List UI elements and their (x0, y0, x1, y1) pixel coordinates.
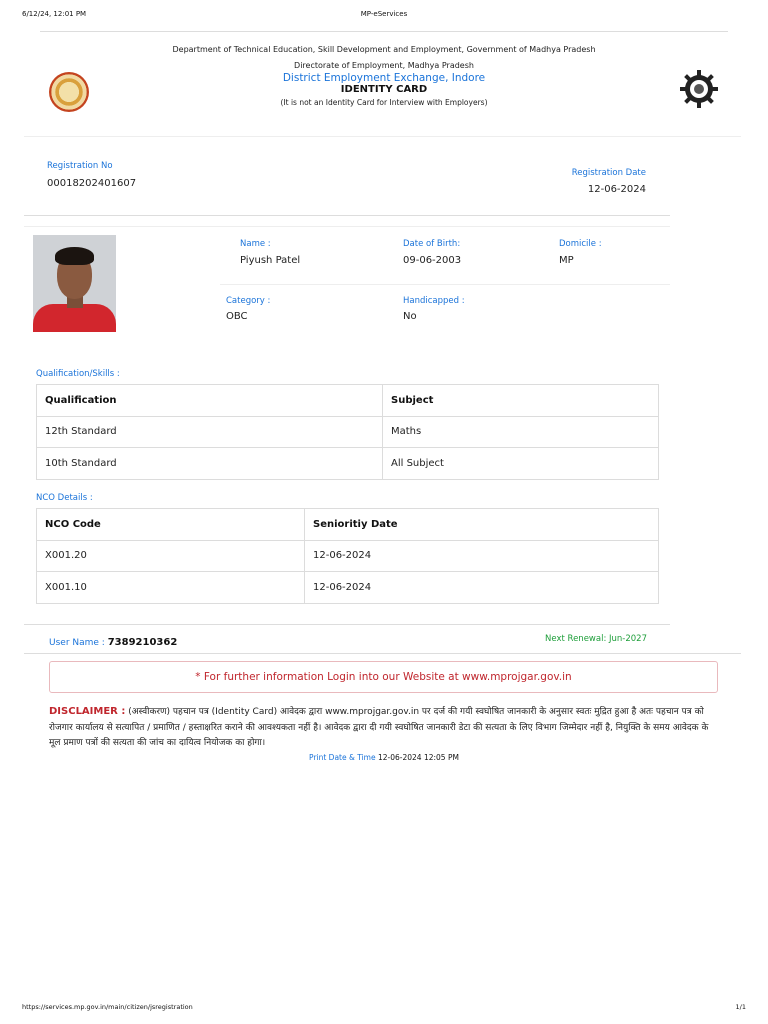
table-row (37, 540, 659, 572)
print-datetime: 6/12/24, 12:01 PM (22, 10, 87, 18)
print-datetime-row (0, 753, 768, 762)
dob-label: Date of Birth: (403, 239, 461, 249)
next-renewal: Next Renewal: Jun-2027 (545, 634, 647, 644)
table-row (37, 448, 659, 480)
divider (24, 226, 670, 227)
domicile-value: MP (559, 255, 574, 266)
office-name: District Employment Exchange, Indore (282, 72, 486, 84)
mp-government-seal-icon (49, 72, 89, 112)
category-label: Category : (226, 296, 271, 306)
user-name-label: User Name : (49, 638, 105, 648)
disclaimer-text: (अस्वीकरण) पहचान पत्र (Identity Card) आवेदक द्वारा www.mprojgar.gov.in पर दर्ज की गयी स्वघोषित जानकारी के अनुसार स्वतः मुद्रित हुआ है अतः पहचान पत्र को रोजगार कार्यालय से सत्यापित / प्रमाणित / हस्ताक्षरित कराने की आवश्यकता नहीं है। आवेदक द्वारा दी गयी स्वघोषित जानकारी डेटा की सत्यता के लिए विभाग जिम्मेदार नहीं है, नियुक्ति के समय आवेदक के मूल प्रमाण पत्रों की सत्यता की जांच का दायित्व नियोजक का होगा। (49, 707, 709, 748)
qualification-section-title: Qualification/Skills : (36, 369, 120, 379)
table-row (37, 572, 659, 604)
nco-section-title: NCO Details : (36, 493, 93, 503)
handicapped-value: No (403, 311, 417, 322)
header-divider (24, 136, 741, 137)
info-text: * For further information Login into our Website at www.mprojgar.gov.in (195, 671, 572, 683)
directorate-name: Directorate of Employment, Madhya Pradesh (294, 61, 474, 70)
registration-no-value: 00018202401607 (47, 178, 137, 189)
print-footer (22, 1003, 746, 1015)
table-cell: 12-06-2024 (305, 540, 659, 572)
name-value: Piyush Patel (240, 255, 301, 266)
column-header: Senioritiy Date (305, 509, 659, 541)
category-value: OBC (226, 311, 248, 322)
registration-date-label: Registration Date (571, 168, 646, 178)
print-date-label: Print Date & Time (309, 753, 376, 762)
table-header-row (37, 509, 659, 541)
column-header: Qualification (37, 385, 383, 417)
page-number: 1/1 (735, 1003, 746, 1011)
applicant-photo (33, 235, 116, 332)
card-note: (It is not an Identity Card for Interview with Employers) (280, 98, 488, 107)
column-header: NCO Code (37, 509, 305, 541)
table-row (37, 416, 659, 448)
disclaimer (49, 704, 717, 752)
divider (24, 653, 741, 654)
user-name-value: 7389210362 (107, 637, 178, 648)
qualification-table (36, 384, 659, 480)
gear-emblem-icon (679, 69, 719, 109)
table-cell: X001.10 (37, 572, 305, 604)
divider (220, 284, 670, 285)
department-name: Department of Technical Education, Skill Development and Employment, Government of Madhya Pradesh (172, 45, 596, 54)
domicile-label: Domicile : (559, 239, 602, 249)
handicapped-label: Handicapped : (403, 296, 465, 306)
table-cell: 12-06-2024 (305, 572, 659, 604)
page-url: https://services.mp.gov.in/main/citizen/jsregistration (22, 1003, 193, 1011)
dob-value: 09-06-2003 (403, 255, 462, 266)
registration-date-value: 12-06-2024 (587, 184, 646, 195)
user-name-row (49, 637, 177, 648)
nco-table (36, 508, 659, 604)
table-cell: Maths (383, 416, 659, 448)
divider (24, 624, 670, 625)
divider (24, 215, 670, 216)
table-cell: All Subject (383, 448, 659, 480)
table-header-row (37, 385, 659, 417)
print-title: MP-eServices (360, 10, 408, 18)
card-title: IDENTITY CARD (340, 84, 428, 95)
table-cell: X001.20 (37, 540, 305, 572)
info-banner (49, 661, 718, 693)
card-header (40, 31, 728, 137)
print-date-value: 12-06-2024 12:05 PM (377, 753, 459, 762)
name-label: Name : (240, 239, 271, 249)
table-cell: 12th Standard (37, 416, 383, 448)
disclaimer-heading: DISCLAIMER : (49, 706, 126, 717)
column-header: Subject (383, 385, 659, 417)
registration-no-label: Registration No (47, 161, 113, 171)
table-cell: 10th Standard (37, 448, 383, 480)
print-header (22, 10, 746, 22)
